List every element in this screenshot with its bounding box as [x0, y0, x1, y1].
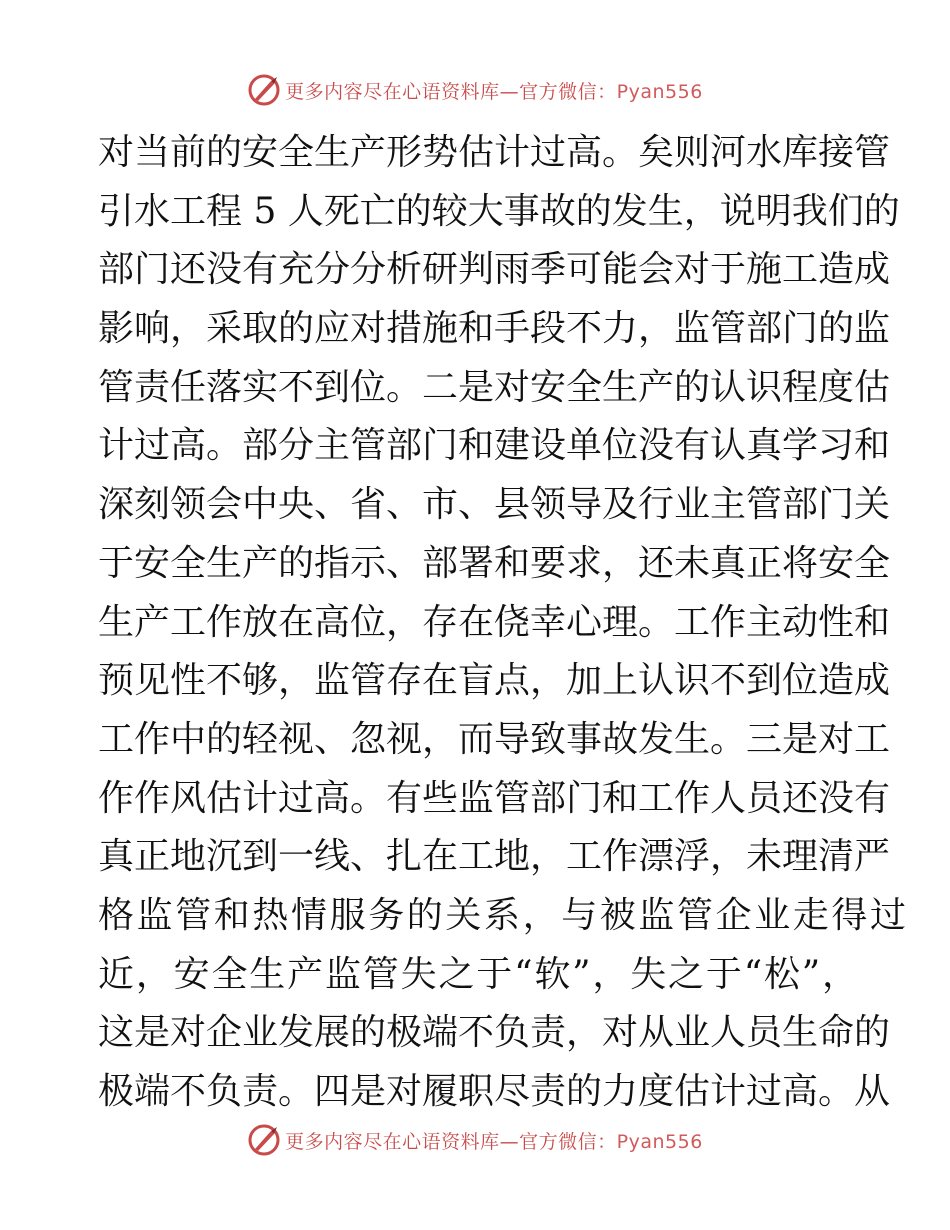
- text-line-15: 近，安全生产监管失之于“软”，失之于“松”，: [98, 953, 858, 995]
- footer-watermark: [0, 1120, 950, 1160]
- text-line-14: 格监管和热情服务的关系，与被监管企业走得过: [98, 894, 909, 936]
- text-line-3: 部门还没有充分分析研判雨季可能会对于施工造成: [98, 249, 891, 291]
- text-line-10: 预见性不够，监管存在盲点，加上认识不到位造成: [98, 660, 891, 702]
- text-line-9: 生产工作放在高位，存在侥幸心理。工作主动性和: [98, 601, 891, 643]
- watermark-text: 更多内容尽在心语资料库—官方微信：Pyan556: [285, 1130, 703, 1153]
- text-line-1: 对当前的安全生产形势估计过高。矣则河水库接管: [98, 132, 891, 173]
- text-line-12: 作作风估计过高。有些监管部门和工作人员还没有: [98, 777, 891, 819]
- text-line-5: 管责任落实不到位。二是对安全生产的认识程度估: [98, 366, 891, 408]
- quill-logo-icon: [247, 73, 281, 107]
- text-line-6: 计过高。部分主管部门和建设单位没有认真学习和: [98, 425, 891, 467]
- text-line-17: 极端不负责。四是对履职尽责的力度估计过高。从: [98, 1071, 891, 1112]
- quill-logo-icon: [247, 1123, 281, 1157]
- watermark-text: 更多内容尽在心语资料库—官方微信：Pyan556: [285, 80, 703, 103]
- text-line-4: 影响，采取的应对措施和手段不力，监管部门的监: [98, 308, 891, 350]
- text-line-8: 于安全生产的指示、部署和要求，还未真正将安全: [98, 542, 891, 584]
- text-line-13: 真正地沉到一线、扎在工地，工作漂浮，未理清严: [98, 836, 891, 878]
- header-watermark: [0, 70, 950, 110]
- text-line-16: 这是对企业发展的极端不负责，对从业人员生命的: [98, 1012, 891, 1054]
- text-line-7: 深刻领会中央、省、市、县领导及行业主管部门关: [98, 484, 891, 526]
- document-body: [98, 124, 909, 1122]
- text-line-2: 引水工程 5 人死亡的较大事故的发生，说明我们的: [98, 190, 900, 232]
- text-line-11: 工作中的轻视、忽视，而导致事故发生。三是对工: [98, 718, 891, 760]
